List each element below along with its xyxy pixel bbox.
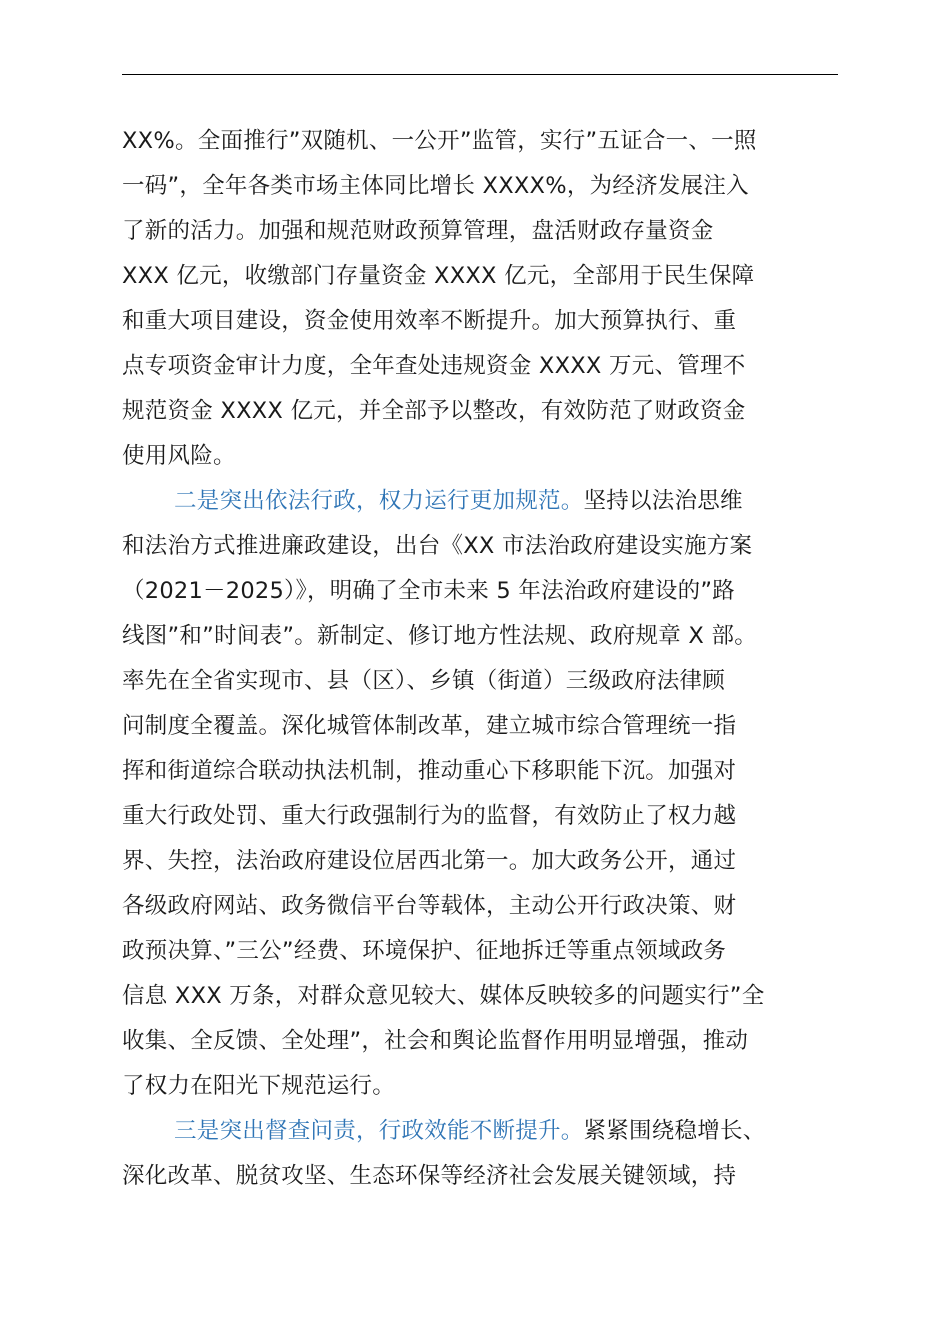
text-line: 和法治方式推进廉政建设，出台《XX 市法治政府建设实施方案 [122, 533, 753, 559]
text-line: 政预决算、”三公”经费、环境保护、征地拆迁等重点领域政务 [122, 938, 727, 964]
text-line: 使用风险。 [122, 443, 236, 469]
text-line: 挥和街道综合联动执法机制，推动重心下移职能下沉。加强对 [122, 758, 737, 784]
text-line: 各级政府网站、政务微信平台等载体，主动公开行政决策、财 [122, 893, 737, 919]
section-heading: 三是突出督查问责，行政效能不断提升。 [174, 1118, 584, 1144]
text-line: 界、失控，法治政府建设位居西北第一。加大政务公开，通过 [122, 848, 737, 874]
text-line: XXX 亿元，收缴部门存量资金 XXXX 亿元，全部用于民生保障 [122, 263, 755, 289]
text-line: 一码”，全年各类市场主体同比增长 XXXX%，为经济发展注入 [122, 173, 749, 199]
text-line: 深化改革、脱贫攻坚、生态环保等经济社会发展关键领域，持 [122, 1163, 737, 1189]
text-line: 率先在全省实现市、县（区）、乡镇（街道）三级政府法律顾 [122, 668, 726, 694]
text-line: 了新的活力。加强和规范财政预算管理，盘活财政存量资金 [122, 218, 714, 244]
paragraph-first-line: 三是突出督查问责，行政效能不断提升。紧紧围绕稳增长、 [174, 1118, 766, 1144]
text-line: 信息 XXX 万条，对群众意见较大、媒体反映较多的问题实行”全 [122, 983, 765, 1009]
section-heading: 二是突出依法行政，权力运行更加规范。 [174, 488, 584, 514]
body-text [122, 124, 838, 1204]
text-line: 线图”和”时间表”。新制定、修订地方性法规、政府规章 X 部。 [122, 623, 757, 649]
text-line: 和重大项目建设，资金使用效率不断提升。加大预算执行、重 [122, 308, 737, 334]
header-rule [122, 74, 838, 75]
text-line: 规范资金 XXXX 亿元，并全部予以整改，有效防范了财政资金 [122, 398, 746, 424]
text-line: （2021－2025）》，明确了全市未来 5 年法治政府建设的”路 [122, 578, 736, 604]
text-line: 收集、全反馈、全处理”，社会和舆论监督作用明显增强，推动 [122, 1028, 749, 1054]
text-line: XX%。全面推行”双随机、一公开”监管，实行”五证合一、一照 [122, 128, 757, 154]
text-line: 了权力在阳光下规范运行。 [122, 1073, 396, 1099]
paragraph-first-line: 二是突出依法行政，权力运行更加规范。坚持以法治思维 [174, 488, 743, 514]
text-line: 点专项资金审计力度，全年查处违规资金 XXXX 万元、管理不 [122, 353, 746, 379]
text-line: 问制度全覆盖。深化城管体制改革，建立城市综合管理统一指 [122, 713, 737, 739]
text-line: 重大行政处罚、重大行政强制行为的监督，有效防止了权力越 [122, 803, 737, 829]
